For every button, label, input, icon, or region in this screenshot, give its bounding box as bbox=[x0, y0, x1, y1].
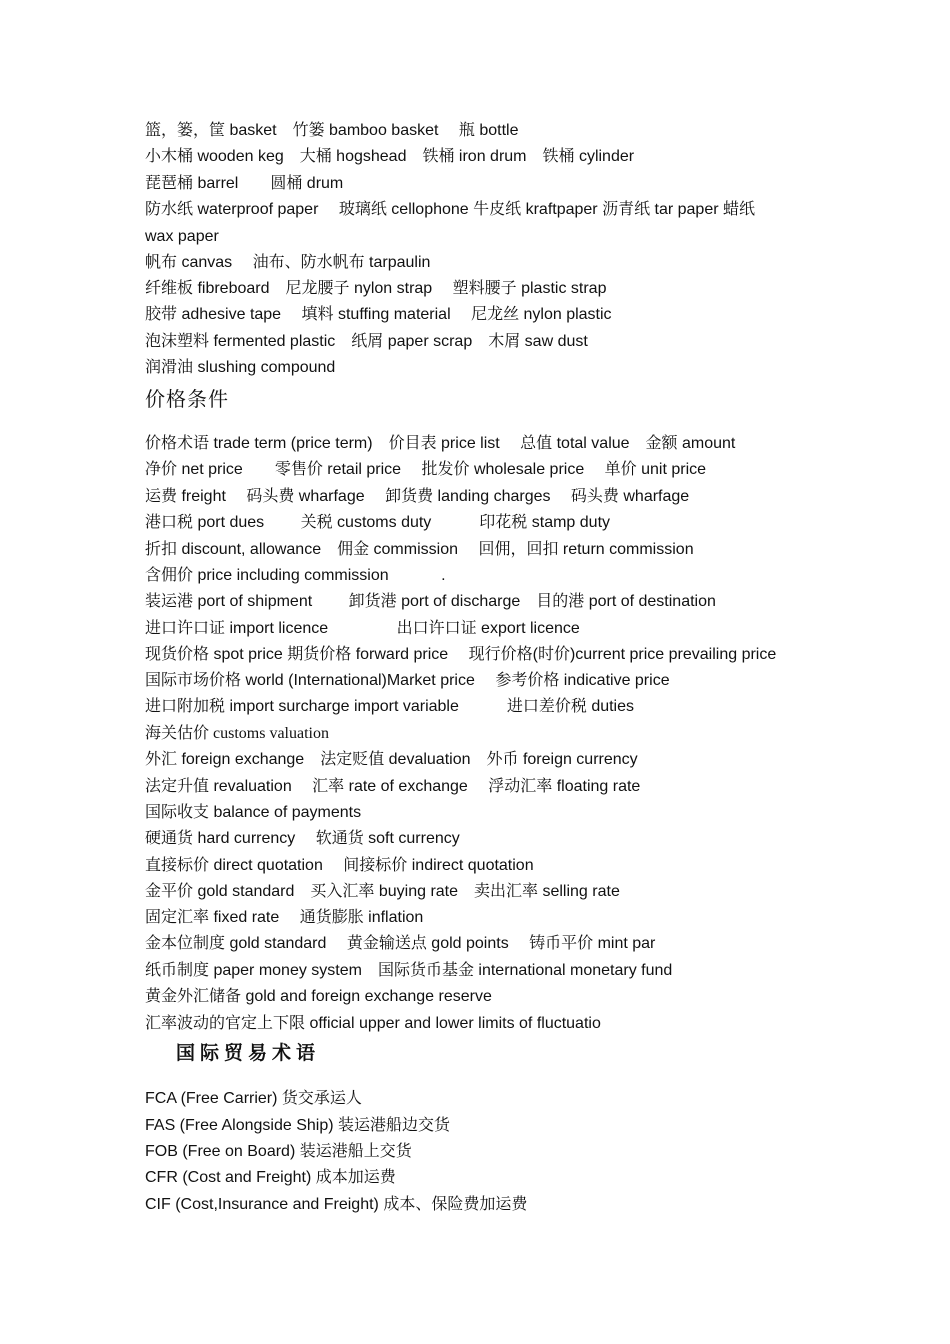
price-term-line: 装运港 port of shipment 卸货港 port of discharge 目的港 port of destination bbox=[145, 593, 716, 610]
price-term-line: 黄金外汇储备 gold and foreign exchange reserve bbox=[145, 988, 492, 1005]
price-term-line: 含佣价 price including commission . bbox=[145, 567, 446, 584]
packaging-line: 纤维板 fibreboard 尼龙腰子 nylon strap 塑料腰子 plastic strap bbox=[145, 280, 607, 297]
packaging-line: 小木桶 wooden keg 大桶 hogshead 铁桶 iron drum 铁桶 cylinder bbox=[145, 148, 635, 165]
packaging-line: 篮，篓，筐 basket 竹篓 bamboo basket 瓶 bottle bbox=[145, 122, 519, 139]
price-term-line: 汇率波动的官定上下限 official upper and lower limits of fluctuatio bbox=[145, 1015, 601, 1032]
section-heading-price: 价格条件 bbox=[145, 387, 229, 411]
price-term-line: 价格术语 trade term (price term) 价目表 price list 总值 total value 金额 amount bbox=[145, 435, 736, 452]
price-term-line: 现货价格 spot price 期货价格 forward price 现行价格(时价)current price prevailing price bbox=[145, 646, 777, 663]
price-term-line: 折扣 discount, allowance 佣金 commission 回佣，回扣 return commission bbox=[145, 541, 694, 558]
price-term-line: 固定汇率 fixed rate 通货膨胀 inflation bbox=[145, 909, 424, 926]
price-term-line: 进口许口证 import licence 出口许口证 export licence bbox=[145, 620, 580, 637]
packaging-line: 泡沫塑料 fermented plastic 纸屑 paper scrap 木屑 saw dust bbox=[145, 333, 588, 350]
trade-term-line: FOB (Free on Board) 装运港船上交货 bbox=[145, 1143, 412, 1160]
packaging-line: 帆布 canvas 油布、防水帆布 tarpaulin bbox=[145, 254, 431, 271]
price-term-line: 外汇 foreign exchange 法定贬值 devaluation 外币 foreign currency bbox=[145, 751, 638, 768]
price-term-line: 法定升值 revaluation 汇率 rate of exchange 浮动汇率 floating rate bbox=[145, 778, 641, 795]
packaging-line: 防水纸 waterproof paper 玻璃纸 cellophone 牛皮纸 kraftpaper 沥青纸 tar paper 蜡纸 bbox=[145, 201, 756, 218]
price-term-line: 金本位制度 gold standard 黄金输送点 gold points 铸币平价 mint par bbox=[145, 935, 656, 952]
packaging-line: 琵琶桶 barrel 圆桶 drum bbox=[145, 175, 344, 192]
price-term-line: 进口附加税 import surcharge import variable 进口差价税 duties bbox=[145, 698, 635, 715]
price-term-line: 国际市场价格 world (International)Market price 参考价格 indicative price bbox=[145, 672, 670, 689]
price-term-line: 海关估价 customs valuation bbox=[145, 725, 329, 742]
price-term-line: 硬通货 hard currency 软通货 soft currency bbox=[145, 830, 460, 847]
price-term-line: 运费 freight 码头费 wharfage 卸货费 landing charges 码头费 wharfage bbox=[145, 488, 690, 505]
trade-term-line: CIF (Cost,Insurance and Freight) 成本、保险费加运费 bbox=[145, 1196, 528, 1213]
price-term-line: 直接标价 direct quotation 间接标价 indirect quotation bbox=[145, 857, 534, 874]
price-term-line: 港口税 port dues 关税 customs duty 印花税 stamp duty bbox=[145, 514, 611, 531]
price-term-line: 金平价 gold standard 买入汇率 buying rate 卖出汇率 selling rate bbox=[145, 883, 620, 900]
price-term-line: 净价 net price 零售价 retail price 批发价 wholesale price 单价 unit price bbox=[145, 461, 707, 478]
packaging-line: 润滑油 slushing compound bbox=[145, 359, 336, 376]
packaging-line: wax paper bbox=[145, 228, 219, 245]
trade-term-line: FCA (Free Carrier) 货交承运人 bbox=[145, 1090, 362, 1107]
trade-term-line: CFR (Cost and Freight) 成本加运费 bbox=[145, 1169, 396, 1186]
price-term-line: 国际收支 balance of payments bbox=[145, 804, 362, 821]
packaging-line: 胶带 adhesive tape 填料 stuffing material 尼龙丝 nylon plastic bbox=[145, 306, 612, 323]
section-heading-trade-terms: 国际贸易术语 bbox=[176, 1042, 321, 1064]
price-term-line: 纸币制度 paper money system 国际货币基金 international monetary fund bbox=[145, 962, 673, 979]
trade-term-line: FAS (Free Alongside Ship) 装运港船边交货 bbox=[145, 1117, 450, 1134]
